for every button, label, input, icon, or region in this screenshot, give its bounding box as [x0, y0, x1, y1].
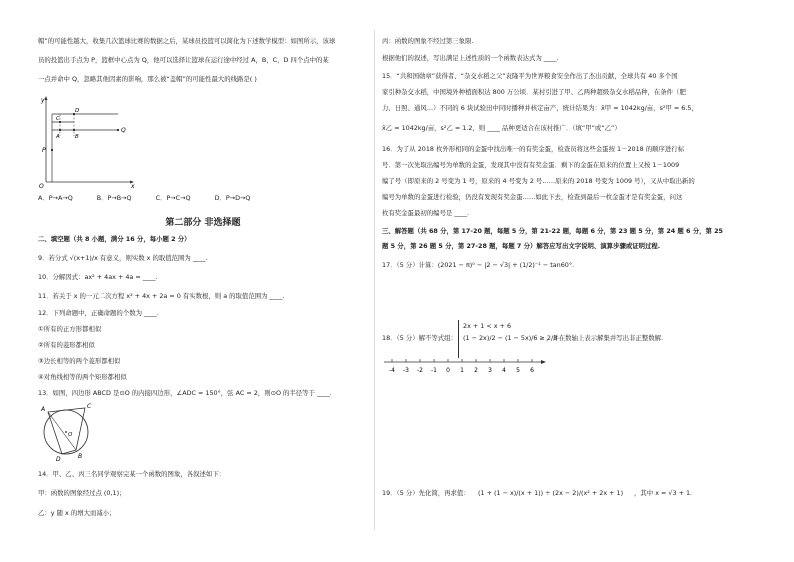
q16-line-4: 编号为单数的金蛋进行检验，仍没有发现有奖金蛋……如此下去，检查到最后一枚金蛋才是有奖金蛋，问这 [382, 193, 683, 201]
q15-line-3: 力、日照、通风…）不同的 6 块试验田中同时播种并核定亩产，统计结果为：x̄甲 = 1042kg/亩，s²甲 = 6.5， [382, 104, 698, 112]
fill-header: 二、填空题（共 8 小题，满分 16 分，每小题 2 分） [38, 235, 191, 243]
label-q: Q [121, 127, 126, 134]
q8-option-a: A．P→A→Q [38, 194, 73, 202]
q8-option-d: D．P→D→Q [214, 194, 251, 202]
point-a [59, 129, 61, 131]
intro-line-3: 一点并命中 Q，忽略其他因素的影响，那么被“盖帽”的可能性最大的线路是( ) [38, 75, 257, 83]
number-line-tick-label: 5 [516, 367, 520, 374]
q12-item-3: ③边长相等的两个菱形都相似 [38, 357, 121, 365]
number-line-ticks [389, 359, 534, 374]
q15-line-2: 家引种杂交水稻，中国境外种植面积达 800 万公顷．某村引进了甲、乙两种超级杂交水稻品种，在条件（肥 [382, 88, 686, 96]
label-a: A [56, 134, 60, 140]
q16-line-5: 枚有奖金蛋最初的编号是 ____. [382, 209, 470, 217]
number-line-tick-label: -2 [417, 367, 423, 374]
label-p: P [42, 147, 46, 154]
circle-label-d: D [56, 456, 61, 462]
number-line-tick-label: -4 [389, 367, 395, 374]
q18-system [458, 320, 557, 358]
column-divider [374, 30, 375, 530]
number-line-arrow [541, 360, 546, 364]
number-line-tick-label: -3 [403, 367, 409, 374]
intro-line-1: 帽”的可能性越大，收集几次篮球比赛的数据之后，某球员投篮可以简化为下述数学模型：如图所示，该球 [38, 37, 336, 45]
q8-options [38, 193, 272, 204]
q13: 13．如图，四边形 ABCD 是⊙O 的内接四边形，∠ADC = 150°，弦 AC = 2，则⊙O 的半径等于 ____. [38, 389, 332, 397]
q15-line-4: x̄乙 = 1042kg/亩，s²乙 = 1.2，则 ____ 品种更适合在该村推广．（填“甲”或“乙”） [382, 124, 621, 132]
q18-inequality-1: 2x + 1 < x + 6 [463, 322, 512, 330]
q9: 9．若分式 √(x+1)/x 有意义，则实数 x 的取值范围为 ____. [38, 254, 208, 262]
q16-line-2: 号．第一次先取出编号为单数的金蛋，发现其中没有有奖金蛋．剩下的金蛋在原来的位置上又按 1－1009 [382, 161, 680, 169]
q16-line-1: 16．为了从 2018 枚外形相同的金蛋中找出唯一的有奖金蛋，检查员将这些金蛋按 1－2018 的顺序进行标 [382, 145, 685, 153]
q12-item-4: ④对角线相等的两个矩形都相似 [38, 373, 127, 381]
q8-option-b: B．P→B→Q [96, 194, 132, 202]
number-line-tick-label: 2 [474, 367, 478, 374]
circle-label-c: C [87, 403, 92, 410]
q14-bing: 丙：函数的图象不经过第三象限. [382, 37, 474, 45]
q19-prefix: 19．（5 分）先化简，再求值： [382, 489, 470, 497]
number-line-tick-label: 0 [446, 367, 450, 374]
number-line-tick-label: 3 [488, 367, 492, 374]
part-two-title: 第二部分 非选择题 [165, 218, 241, 228]
q11: 11．若关于 x 的一元二次方程 x² + 4x + 2a = 0 有实数根，则 a 的取值范围为 ____. [38, 292, 285, 300]
q12-item-2: ②所有的菱形都相似 [38, 341, 95, 349]
point-p [51, 149, 53, 151]
q14-yi: 乙：y 随 x 的增大而减小； [38, 509, 116, 517]
label-b: B [75, 134, 79, 140]
q18-suffix: ，并在数轴上表示解集并写出非正整数解. [546, 334, 664, 342]
chord-ac [48, 412, 76, 450]
intro-line-2: 员的投篮出手点为 P，篮框中心点为 Q，他可以选择让篮球在运行途中经过 A，B，C，D 四个点中的某 [38, 56, 329, 64]
q12-item-1: ①所有的正方形都相似 [38, 325, 102, 333]
q15-line-1: 15．“共和国勋章”获得者、“杂交水稻之父”袁隆平为世界粮食安全作出了杰出贡献，全球共有 40 多个国 [382, 72, 678, 80]
center-o [65, 431, 67, 433]
q19-expression: (1 + (1 − x)/(x + 1)) ÷ (2x − 2)/(x² + 2x + 1) [478, 489, 624, 497]
label-d: D [75, 108, 80, 114]
solve-header-2: 题 5 分，第 26 题 5 分，第 27-28 题，每题 7 分）解答应写出文字说明、演算步骤或证明过程. [382, 242, 661, 250]
q17: 17．（5 分）计算：(2021 − π)⁰ − |2 − √3| + (1/2)⁻¹ − tan60°. [382, 261, 575, 269]
q16-line-3: 编了号（即原来的 2 号变为 1 号，原来的 4 号变为 2 号……原来的 2018 号变为 1009 号），又从中取出新的 [382, 177, 695, 185]
label-c: C [56, 116, 60, 122]
q14: 14．甲、乙、丙三名同学观察完某一个函数的图象，各叙述如下： [38, 470, 226, 478]
solve-header-1: 三、解答题（共 68 分，第 17-20 题，每题 5 分，第 21-22 题，每题 6 分，第 23 题 5 分，第 24 题 6 分，第 25 [382, 227, 724, 235]
circle-label-b: B [78, 453, 83, 460]
y-axis-arrow [45, 96, 48, 100]
number-line-tick-label: -1 [431, 367, 437, 374]
number-line-tick-label: 4 [502, 367, 506, 374]
number-line-tick-label: 6 [530, 367, 534, 374]
q14-jia: 甲：函数的图象经过点 (0,1)； [38, 489, 126, 497]
q14-ask: 根据他们的叙述，写出满足上述性质的一个函数表达式为 ____. [382, 54, 559, 62]
number-line [382, 354, 552, 378]
q8-option-c: C．P→C→Q [155, 194, 191, 202]
point-b [73, 129, 75, 131]
point-q [117, 129, 119, 131]
q19-suffix: ，其中 x = √3 + 1. [634, 489, 693, 497]
circle-label-o: O [68, 432, 73, 438]
q12: 12．下列命题中，正确命题的个数为 ____. [38, 309, 159, 317]
label-y: y [41, 97, 45, 104]
q18-prefix: 18．（5 分）解不等式组： [382, 334, 457, 342]
label-x: x [131, 183, 135, 188]
circle-figure [38, 398, 98, 462]
q18-inequality-2: (1 − 2x)/2 − (1 − 5x)/6 ≥ 2/3 [463, 334, 558, 342]
label-origin: O [39, 183, 44, 188]
circle-label-a: A [41, 406, 46, 413]
number-line-tick-label: 1 [460, 367, 464, 374]
q10: 10．分解因式：ax² + 4ax + 4a = ____. [38, 273, 158, 281]
trajectory-figure [38, 94, 138, 188]
